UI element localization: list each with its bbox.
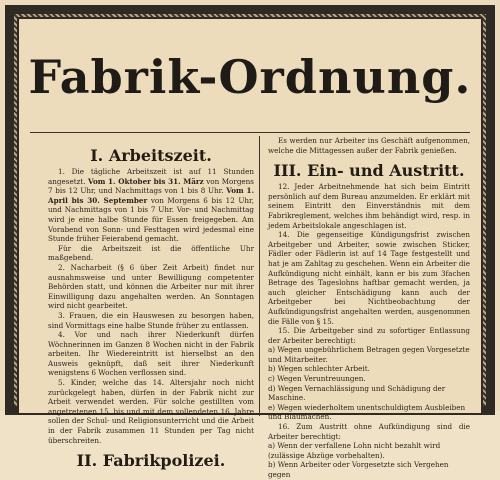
- paragraph-12: 12. Jeder Arbeitnehmende hat sich beim Eintritt persönlich auf dem Bureau anzumelden. Er erklärt mit seinem Eintritt den Einverständnis mit dem Fabrikreglement, welches ihm behändigt wird, resp. in jedem Arbeitslokale angeschlagen ist.: [268, 182, 470, 230]
- text: von Morgens 7 bis 12 Uhr, und Nachmittags von 1 bis 8 Uhr.: [48, 176, 254, 196]
- list-item: a) Wegen ungebührlichem Betragen gegen Vorgesetzte und Mitarbeiter.: [268, 345, 470, 364]
- text: von Morgens 6 bis 12 Uhr, und Nachmittags von 1 bis 7 Uhr. Vor- und Nachmittag wird je eine halbe Stunde für Essen freigegeben. Am Vorabend von Sonn- und Festtagen wird jedesmal eine Stunde früher Feierabend gemacht.: [48, 195, 254, 244]
- paragraph-16: 16. Zum Austritt ohne Aufkündigung sind die Arbeiter berechtigt:: [268, 422, 470, 441]
- list-item: a) Wenn der verfallene Lohn nicht bezahlt wird (zulässige Abzüge vorbehalten).: [268, 441, 441, 460]
- paragraph-intro: Es werden nur Arbeiter ins Geschäft aufgenommen, welche die Mittagessen außer der Fabrik genießen.: [268, 136, 470, 155]
- right-column: [268, 136, 470, 480]
- list-16: [268, 441, 470, 479]
- paragraph-14: 14. Die gegenseitige Kündigungsfrist zwischen Arbeitgeber und Arbeiter, sowie zwischen Sticker, Fädler oder Fädlerin ist auf 14 Tage festgestellt und hat je am Zahltag zu geschehen. Wenn ein Arbeiter die Aufkündigung nicht einhält, kann er bis zum 3fachen Betrage des Tageslohns haftbar gemacht werden, ja auch gleicher Entschädigung kann auch der Arbeitgeber bei Nichtbeobachtung der Aufkündigungsfrist angehalten werden, ausgenommen die Fälle von § 15.: [268, 230, 470, 326]
- paragraph-3: 2. Nacharbeit (§ 6 über Zeit Arbeit) findet nur ausnahmsweise und unter Bewilligung competenter Behörden statt, und können die Arbeiter nur mit ihrer Einwilligung dazu angehalten werden. An Sonntagen wird nicht gearbeitet.: [48, 262, 254, 311]
- paragraph-2: Für die Arbeitszeit ist die öffentliche Uhr maßgebend.: [48, 243, 254, 263]
- list-item: c) Wegen Veruntreuungen.: [268, 374, 366, 384]
- paragraph-5: 4. Vor und nach ihrer Niederkunft dürfen Wöchnerinnen im Ganzen 8 Wochen nicht in der Fabrik arbeiten. Ihr Wiedereintritt ist hierselbst an den Ausweis geknüpft, daß seit ihrer Niederkunft wenigstens 6 Wochen verflossen sind.: [48, 330, 254, 378]
- date-range-1: Vom 1. Oktober bis 31. März: [88, 176, 204, 186]
- section-heading-ein-austritt: III. Ein- und Austritt.: [273, 161, 465, 181]
- paragraph-6: 5. Kinder, welche das 14. Altersjahr noch nicht zurückgelegt haben, dürfen in der Fabrik nicht zur Arbeit verwendet werden. Für solche gestillten vom angetretenen 15. bis und mit dem vollendeten 16. Jahre sollen der Schul- und Religionsunterricht und die Arbeit in der Fabrik zusammen 11 Stunden per Tag nicht überschreiten.: [48, 378, 254, 445]
- page-title: Fabrik-Ordnung.: [28, 50, 472, 104]
- paragraph-1: [48, 167, 254, 244]
- list-item: d) Wegen Vernachlässigung und Schädigung der Maschine.: [268, 383, 446, 403]
- text: 1. Die tägliche Arbeitszeit ist auf 11 Stunden angesetzt.: [48, 167, 254, 186]
- list-item: b) Wenn Arbeiter oder Vorgesetzte sich Vergehen gegen: [268, 460, 449, 479]
- paragraph-4: 3. Frauen, die ein Hauswesen zu besorgen haben, sind Vormittags eine halbe Stunde früher zu entlassen.: [48, 310, 254, 330]
- left-column: [48, 136, 254, 472]
- title-rule: [30, 132, 470, 133]
- column-divider: [259, 136, 260, 416]
- list-item: b) Wegen schlechter Arbeit.: [268, 364, 370, 374]
- paragraph-15: 15. Die Arbeitgeber sind zu sofortiger Entlassung der Arbeiter berechtigt:: [268, 326, 470, 345]
- date-range-2: Vom 1. April bis 30. September: [48, 186, 254, 205]
- list-item: e) Wegen wiederholtem unentschuldigtem Ausbleiben und Blaumachen.: [268, 402, 466, 422]
- section-heading-fabrikpolizei: II. Fabrikpolizei.: [76, 451, 226, 471]
- section-heading-arbeitszeit: I. Arbeitszeit.: [90, 146, 212, 165]
